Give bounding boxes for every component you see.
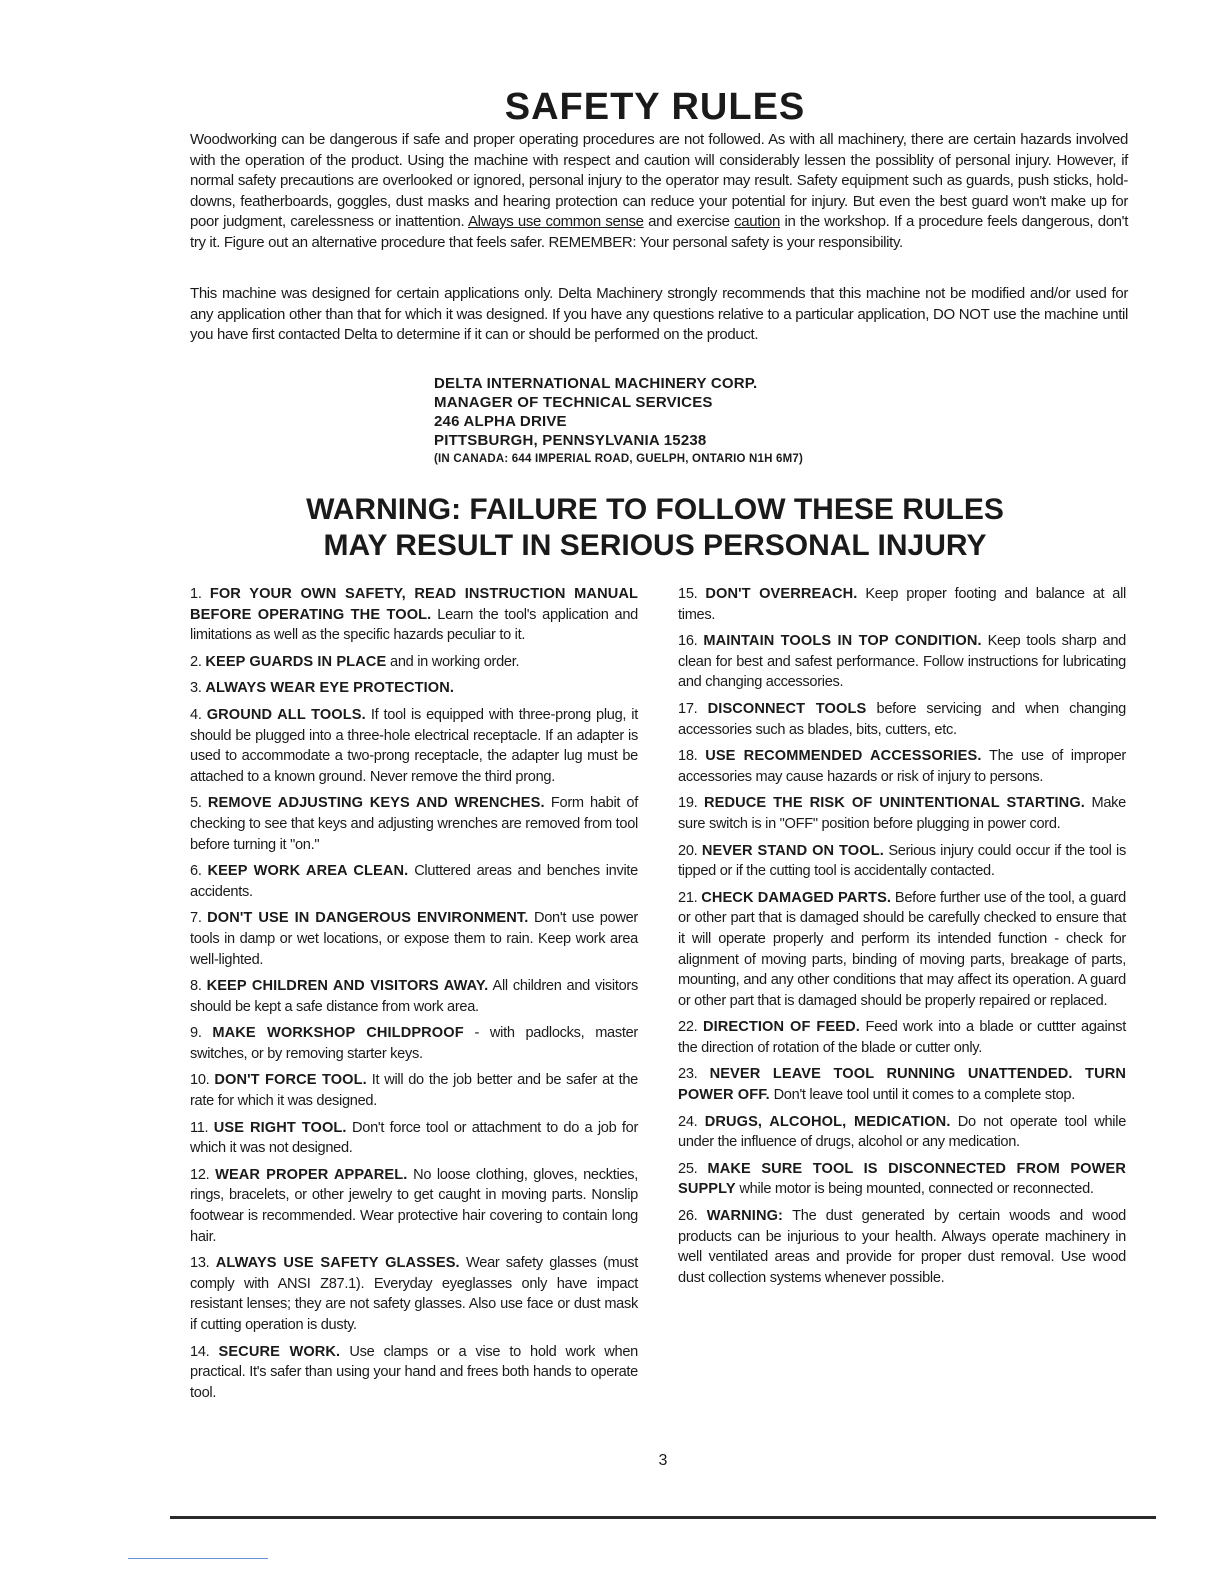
safety-rule-item: [190, 1118, 638, 1159]
rule-number: 18.: [678, 748, 698, 765]
warning-line-2: MAY RESULT IN SERIOUS PERSONAL INJURY: [323, 529, 987, 562]
rule-heading: DON'T USE IN DANGEROUS ENVIRONMENT.: [207, 910, 529, 927]
rule-text: Don't use power tools in damp or wet locations, or expose them to rain. Keep work area well-lighted.: [190, 910, 638, 968]
rule-text: It will do the job better and be safer at the rate for which it was designed.: [190, 1072, 638, 1110]
safety-rule-item: [190, 861, 638, 902]
rule-number: 9.: [190, 1025, 202, 1042]
rule-number: 8.: [190, 978, 202, 995]
rule-heading: WARNING:: [706, 1208, 783, 1225]
safety-rule-item: [190, 652, 638, 673]
rules-column-left: [190, 584, 638, 1409]
safety-rule-item: [190, 1070, 638, 1111]
page-number: 3: [658, 1452, 668, 1469]
corner-line-decoration: [128, 1558, 268, 1559]
rule-heading: MAKE WORKSHOP CHILDPROOF: [212, 1025, 464, 1042]
rule-heading: KEEP WORK AREA CLEAN.: [207, 863, 409, 880]
safety-rule-item: [678, 1159, 1126, 1200]
rule-number: 23.: [678, 1066, 698, 1083]
warning-heading: [0, 492, 1224, 564]
safety-rule-item: [190, 976, 638, 1017]
rule-number: 20.: [678, 842, 698, 859]
rule-number: 5.: [190, 795, 202, 812]
rule-heading: USE RECOMMENDED ACCESSORIES.: [705, 748, 982, 765]
rule-heading: MAKE SURE TOOL IS DISCONNECTED FROM POWER SUPPLY: [678, 1160, 1126, 1198]
intro-text-3: in the workshop. If a procedure feels dangerous, don't try it. Figure out an alternative procedure that feels safer. REMEMBER: Your personal safety is your responsibility.: [190, 213, 1129, 251]
rule-text: Keep tools sharp and clean for best and safest performance. Follow instructions for lubricating and changing accessories.: [678, 633, 1126, 691]
rule-number: 13.: [190, 1255, 210, 1272]
rule-text: Do not operate tool while under the influence of drugs, alcohol or any medication.: [678, 1113, 1127, 1151]
rule-text: If tool is equipped with three-prong plug, it should be plugged into a three-hole electrical receptacle. If an adapter is used to accommodate a two-prong receptacle, the adapter lug must be attached to a known ground. Never remove the third prong.: [190, 706, 638, 785]
address-block: [434, 374, 803, 468]
rule-text: Form habit of checking to see that keys and adjusting wrenches are removed from tool before turning it "on.": [190, 795, 638, 853]
safety-rule-item: [190, 678, 638, 699]
safety-rule-item: [190, 1165, 638, 1247]
warning-line-1: WARNING: FAILURE TO FOLLOW THESE RULES: [306, 493, 1004, 526]
intro-paragraph-1: [190, 130, 1128, 253]
rule-text: Cluttered areas and benches invite accidents.: [190, 863, 638, 900]
rule-text: before servicing and when changing accessories such as blades, bits, cutters, etc.: [678, 700, 1126, 738]
safety-rule-item: [678, 699, 1126, 740]
rule-heading: ALWAYS USE SAFETY GLASSES.: [215, 1255, 460, 1272]
rule-text: Feed work into a blade or cuttter against the direction of rotation of the blade or cutter only.: [678, 1019, 1127, 1056]
page-title: SAFETY RULES: [504, 86, 806, 128]
rule-text: Don't leave tool until it comes to a complete stop.: [769, 1087, 1075, 1104]
safety-rule-item: [678, 888, 1126, 1012]
rule-number: 10.: [190, 1072, 210, 1089]
rule-heading: DON'T OVERREACH.: [705, 586, 858, 602]
rule-heading: DON'T FORCE TOOL.: [214, 1072, 367, 1089]
rule-text: Before further use of the tool, a guard or other part that is damaged should be carefully checked to ensure that it will operate properly and perform its intended function - check for alignment of moving parts, binding of moving parts, breakage of parts, mounting, and any other conditions that may affect its operation. A guard or other part that is damaged should be properly repaired or replaced.: [678, 889, 1126, 1009]
rule-text: No loose clothing, gloves, neckties, rings, bracelets, or other jewelry to get caught in moving parts. Nonslip footwear is recommended. Wear protective hair covering to contain long hair.: [190, 1166, 638, 1245]
rule-heading: NEVER LEAVE TOOL RUNNING UNATTENDED. TURN POWER OFF.: [678, 1066, 1126, 1104]
rule-number: 15.: [678, 586, 698, 602]
rule-number: 12.: [190, 1166, 210, 1183]
rule-text: - with padlocks, master switches, or by removing starter keys.: [190, 1025, 638, 1062]
intro-text-1: Woodworking can be dangerous if safe and proper operating procedures are not followed. As with all machinery, there are certain hazards involved with the operation of the product. Using the machine with respect and caution will considerably lessen the possiblity of personal injury. However, if normal safety precautions are overlooked or ignored, personal injury to the operator may result. Safety equipment such as guards, push sticks, hold-downs, featherboards, goggles, dust masks and hearing protection can reduce your potential for injury. But even the best guard won't make up for poor judgment, carelessness or inattention.: [190, 131, 1128, 230]
rule-heading: DISCONNECT TOOLS: [707, 700, 867, 717]
rule-number: 16.: [678, 633, 698, 650]
rule-text: Don't force tool or attachment to do a job for which it was not designed.: [190, 1119, 638, 1157]
intro-text-2: and exercise: [643, 213, 735, 230]
rule-number: 19.: [678, 795, 698, 812]
rule-heading: CHECK DAMAGED PARTS.: [701, 889, 892, 906]
safety-rule-item: [678, 1017, 1126, 1058]
rule-number: 4.: [190, 706, 202, 723]
rule-heading: FOR YOUR OWN SAFETY, READ INSTRUCTION MANUAL BEFORE OPERATING THE TOOL.: [190, 586, 638, 623]
rule-number: 26.: [678, 1208, 698, 1225]
rule-heading: KEEP CHILDREN AND VISITORS AWAY.: [206, 978, 489, 995]
rule-heading: USE RIGHT TOOL.: [213, 1119, 347, 1136]
intro-paragraph-2: This machine was designed for certain applications only. Delta Machinery strongly recommends that this machine not be modified and/or used for any application other than that for which it was designed. If you have any questions relative to a particular application, DO NOT use the machine until you have first contacted Delta to determine if it can or should be performed on the product.: [190, 285, 1128, 343]
rule-text: Wear safety glasses (must comply with ANSI Z87.1). Everyday eyeglasses only have impact resistant lenses; they are not safety glasses. Also use face or dust mask if cutting operation is dusty.: [190, 1255, 638, 1333]
rule-number: 3.: [190, 680, 202, 697]
rule-number: 7.: [190, 910, 202, 927]
rule-heading: REMOVE ADJUSTING KEYS AND WRENCHES.: [207, 795, 545, 812]
address-company: DELTA INTERNATIONAL MACHINERY CORP.: [434, 375, 758, 392]
safety-rule-item: [190, 1253, 638, 1335]
safety-rule-item: [190, 908, 638, 970]
bottom-rule-divider: [170, 1516, 1156, 1519]
safety-rule-item: [678, 1112, 1126, 1153]
rule-text: The dust generated by certain woods and wood products can be injurious to your health. Always operate machinery in well ventilated areas and provide for proper dust removal. Use wood dust collection systems whenever possible.: [678, 1208, 1126, 1286]
rule-number: 2.: [190, 653, 202, 670]
rule-text: Keep proper footing and balance at all times.: [678, 586, 1126, 623]
safety-rule-item: [678, 631, 1126, 693]
rule-number: 14.: [190, 1343, 210, 1360]
rule-number: 21.: [678, 889, 698, 906]
rule-text: Learn the tool's application and limitations as well as the specific hazards peculiar to it.: [190, 606, 638, 644]
rule-number: 24.: [678, 1113, 698, 1130]
safety-rule-item: [678, 746, 1126, 787]
rule-heading: WEAR PROPER APPAREL.: [215, 1166, 408, 1183]
rule-text: Make sure switch is in "OFF" position before plugging in power cord.: [678, 795, 1126, 832]
safety-rule-item: [190, 1023, 638, 1064]
rule-heading: DRUGS, ALCOHOL, MEDICATION.: [704, 1113, 951, 1130]
safety-rule-item: [678, 793, 1126, 834]
address-city: PITTSBURGH, PENNSYLVANIA 15238: [434, 432, 707, 449]
rule-number: 6.: [190, 863, 202, 880]
rule-heading: KEEP GUARDS IN PLACE: [205, 653, 387, 670]
rule-heading: NEVER STAND ON TOOL.: [701, 842, 884, 859]
safety-rule-item: [190, 705, 638, 787]
rule-number: 25.: [678, 1160, 698, 1177]
rules-column-right: [678, 584, 1126, 1294]
safety-rule-item: [678, 1206, 1126, 1288]
safety-rule-item: [190, 793, 638, 855]
rule-text: and in working order.: [386, 653, 520, 670]
rule-text: The use of improper accessories may cause hazards or risk of injury to persons.: [678, 748, 1126, 785]
safety-rule-item: [678, 584, 1126, 625]
rule-number: 1.: [190, 586, 202, 602]
rule-text: while motor is being mounted, connected or reconnected.: [735, 1181, 1094, 1198]
rule-text: Use clamps or a vise to hold work when practical. It's safer than using your hand and frees both hands to operate tool.: [190, 1343, 638, 1401]
address-street: 246 ALPHA DRIVE: [434, 413, 567, 430]
rule-text: Serious injury could occur if the tool is tipped or if the cutting tool is accidentally contacted.: [678, 842, 1126, 880]
rule-text: All children and visitors should be kept a safe distance from work area.: [190, 978, 638, 1015]
rule-heading: ALWAYS WEAR EYE PROTECTION.: [205, 680, 455, 697]
rule-heading: MAINTAIN TOOLS IN TOP CONDITION.: [703, 633, 982, 650]
rule-heading: GROUND ALL TOOLS.: [206, 706, 366, 723]
common-sense-underlined: Always use common sense: [468, 213, 644, 230]
safety-rule-item: [678, 1064, 1126, 1105]
caution-underlined: caution: [734, 213, 781, 230]
rule-number: 17.: [678, 700, 698, 717]
rule-heading: SECURE WORK.: [218, 1343, 341, 1360]
rule-number: 11.: [190, 1119, 209, 1136]
rule-heading: REDUCE THE RISK OF UNINTENTIONAL STARTING.: [703, 795, 1085, 812]
address-department: MANAGER OF TECHNICAL SERVICES: [434, 394, 713, 411]
safety-rule-item: [678, 841, 1126, 882]
rule-number: 22.: [678, 1019, 698, 1036]
safety-rule-item: [190, 1342, 638, 1404]
safety-rule-item: [190, 584, 638, 646]
address-canada: (IN CANADA: 644 IMPERIAL ROAD, GUELPH, ONTARIO N1H 6M7): [434, 453, 804, 465]
rule-heading: DIRECTION OF FEED.: [702, 1019, 860, 1036]
